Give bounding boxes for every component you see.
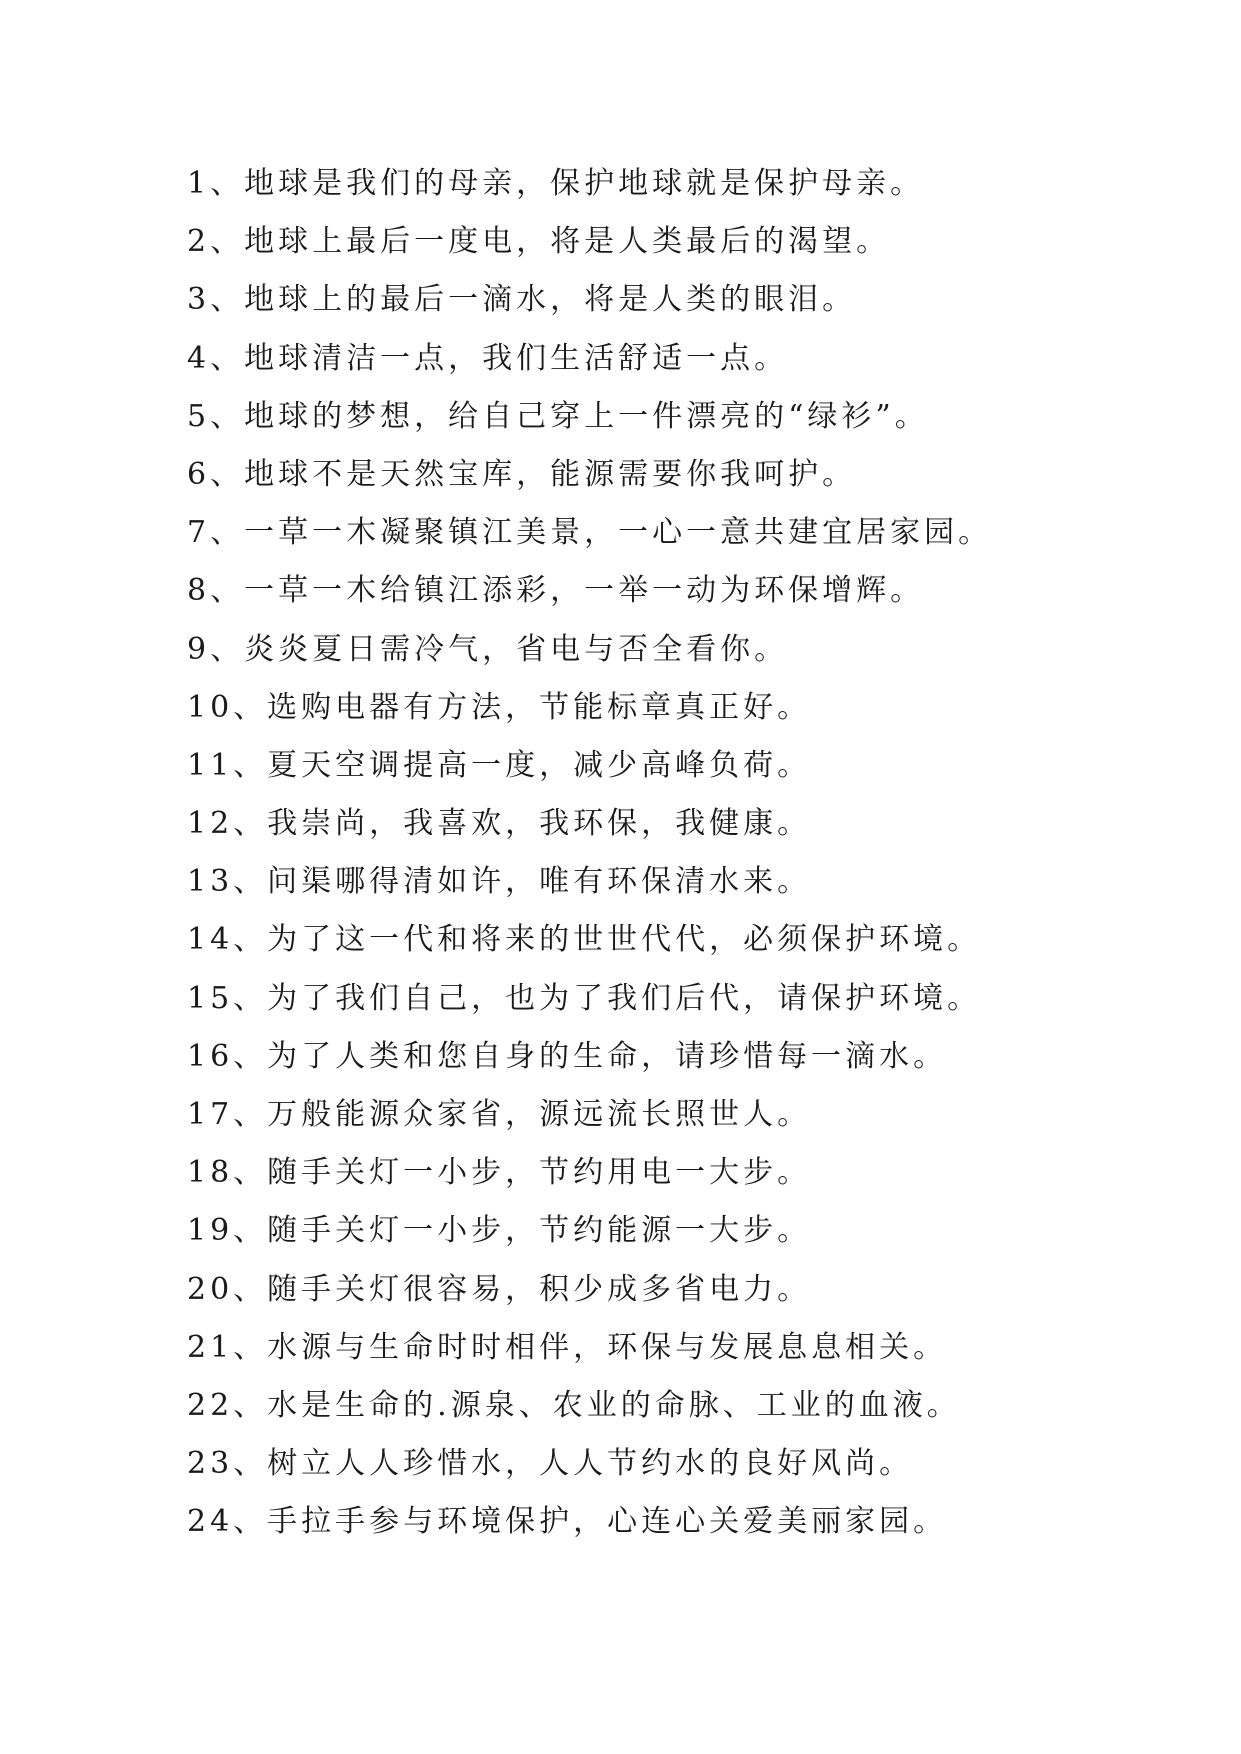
slogan-item: 10、选购电器有方法，节能标章真正好。 — [187, 689, 812, 725]
slogan-list — [187, 155, 1187, 1552]
slogan-item: 6、地球不是天然宝库，能源需要你我呵护。 — [187, 456, 857, 492]
slogan-item: 5、地球的梦想，给自己穿上一件漂亮的“绿衫”。 — [187, 398, 929, 434]
slogan-item: 22、水是生命的.源泉、农业的命脉、工业的血液。 — [187, 1387, 961, 1423]
slogan-item: 4、地球清洁一点，我们生活舒适一点。 — [187, 340, 789, 376]
slogan-item: 8、一草一木给镇江添彩，一举一动为环保增辉。 — [187, 573, 925, 609]
slogan-item: 1、地球是我们的母亲，保护地球就是保护母亲。 — [187, 166, 925, 201]
slogan-item: 11、夏天空调提高一度，减少高峰负荷。 — [187, 747, 812, 783]
slogan-item: 20、随手关灯很容易，积少成多省电力。 — [187, 1271, 812, 1307]
slogan-item: 2、地球上最后一度电，将是人类最后的渴望。 — [187, 224, 891, 260]
slogan-item: 12、我崇尚，我喜欢，我环保，我健康。 — [187, 806, 812, 842]
slogan-item: 24、手拉手参与环境保护，心连心关爱美丽家园。 — [187, 1504, 948, 1540]
slogan-item: 21、水源与生命时时相伴，环保与发展息息相关。 — [187, 1329, 948, 1365]
slogan-item: 15、为了我们自己，也为了我们后代，请保护环境。 — [187, 980, 982, 1016]
slogan-item: 17、万般能源众家省，源远流长照世人。 — [187, 1097, 812, 1132]
slogan-item: 16、为了人类和您自身的生命，请珍惜每一滴水。 — [187, 1038, 948, 1074]
slogan-item: 7、一草一木凝聚镇江美景，一心一意共建宜居家园。 — [187, 515, 993, 551]
slogan-item: 19、随手关灯一小步，节约能源一大步。 — [187, 1213, 812, 1249]
slogan-item: 3、地球上的最后一滴水，将是人类的眼泪。 — [187, 282, 857, 318]
slogan-item: 14、为了这一代和将来的世世代代，必须保护环境。 — [187, 922, 982, 958]
slogan-item: 18、随手关灯一小步，节约用电一大步。 — [187, 1155, 812, 1191]
slogan-item: 9、炎炎夏日需冷气，省电与否全看你。 — [187, 631, 789, 667]
slogan-item: 13、问渠哪得清如许，唯有环保清水来。 — [187, 864, 812, 900]
slogan-item: 23、树立人人珍惜水，人人节约水的良好风尚。 — [187, 1446, 914, 1482]
